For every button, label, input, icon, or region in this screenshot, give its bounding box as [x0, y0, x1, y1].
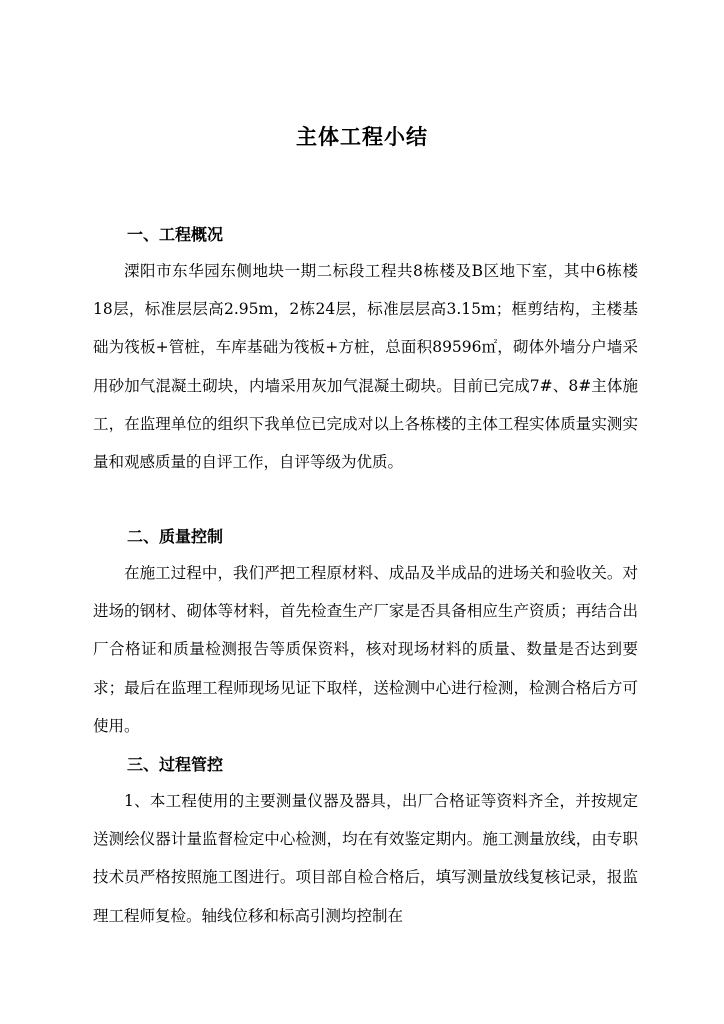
section-body-process-control: 1、本工程使用的主要测量仪器及器具，出厂合格证等资料齐全，并按规定送测绘仪器计量监督检定中心检测，均在有效鉴定期内。施工测量放线，由专职技术员严格按照施工图进行。项目部自检合格后，填写测量放线复核记录，报监理工程师复检。轴线位移和标高引测均控制在 — [93, 792, 638, 925]
section-heading-quality-control: 二、质量控制 — [127, 527, 224, 546]
section-body-overview: 溧阳市东华园东侧地块一期二标段工程共8栋楼及B区地下室，其中6栋楼18层，标准层层高2.95m，2栋24层，标准层层高3.15m；框剪结构，主楼基础为筏板+管桩，车库基础为筏板+方桩，总面积89596㎡，砌体外墙分户墙采用砂加气混凝土砌块，内墙采用灰加气混凝土砌块。目前已完成7#、8#主体施工，在监理单位的组织下我单位已完成对以上各栋楼的主体工程实体质量实测实量和观感质量的自评工作，自评等级为优质。 — [93, 262, 638, 472]
section-heading-process-control: 三、过程管控 — [127, 755, 224, 774]
section-heading-overview: 一、工程概况 — [127, 225, 224, 244]
document-title: 主体工程小结 — [296, 125, 428, 149]
section-body-quality-control: 在施工过程中，我们严把工程原材料、成品及半成品的进场关和验收关。对进场的钢材、砌体等材料，首先检查生产厂家是否具备相应生产资质；再结合出厂合格证和质量检测报告等质保资料，核对现场材料的质量、数量是否达到要求；最后在监理工程师现场见证下取样，送检测中心进行检测，检测合格后方可使用。 — [93, 564, 638, 735]
